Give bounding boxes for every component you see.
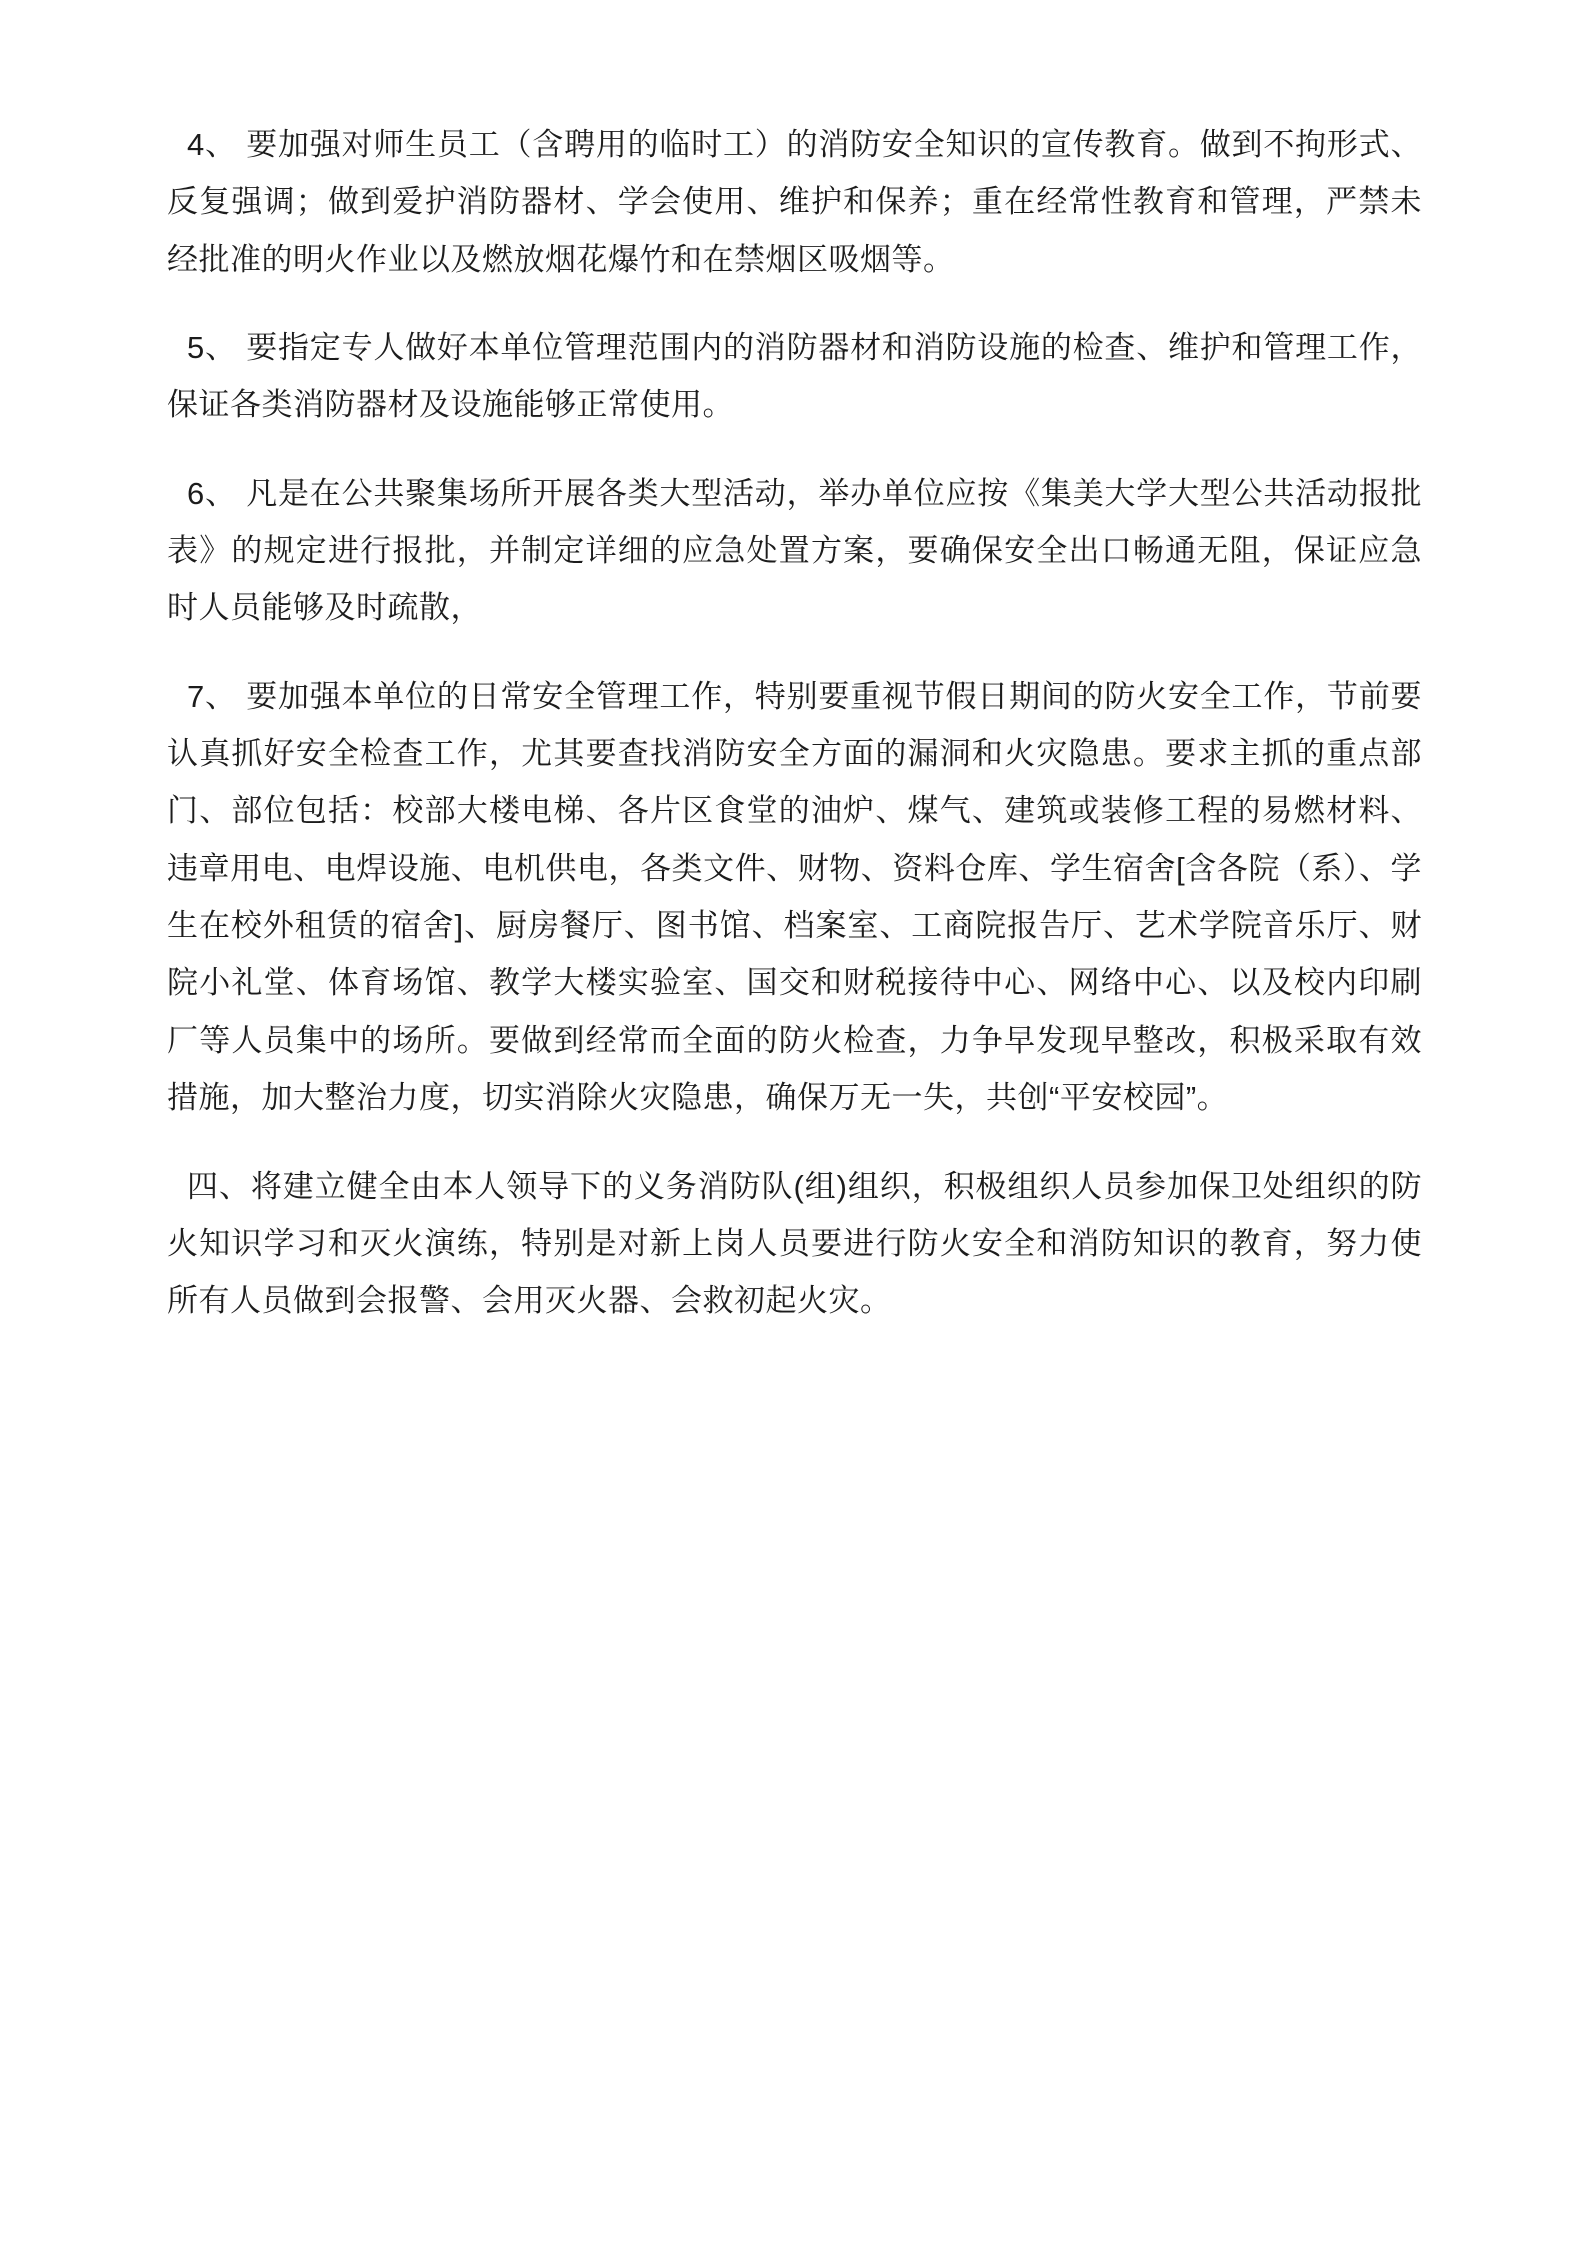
paragraph-item-6: 6、 凡是在公共聚集场所开展各类大型活动，举办单位应按《集美大学大型公共活动报批表》的规定进行报批，并制定详细的应急处置方案，要确保安全出口畅通无阻，保证应急时人员能够及时疏散， — [167, 475, 1422, 626]
document-body — [167, 116, 1422, 1330]
paragraph-item-4: 4、 要加强对师生员工（含聘用的临时工）的消防安全知识的宣传教育。做到不拘形式、反复强调；做到爱护消防器材、学会使用、维护和保养；重在经常性教育和管理，严禁未经批准的明火作业以及燃放烟花爆竹和在禁烟区吸烟等。 — [167, 127, 1422, 277]
paragraph-item-si: 四、将建立健全由本人领导下的义务消防队(组)组织，积极组织人员参加保卫处组织的防火知识学习和灭火演练，特别是对新上岗人员要进行防火安全和消防知识的教育，努力使所有人员做到会报警、会用灭火器、会救初起火灾。 — [167, 1168, 1422, 1319]
paragraph-item-5: 5、 要指定专人做好本单位管理范围内的消防器材和消防设施的检查、维护和管理工作，保证各类消防器材及设施能够正常使用。 — [167, 330, 1422, 423]
paragraph-item-7: 7、 要加强本单位的日常安全管理工作，特别要重视节假日期间的防火安全工作，节前要认真抓好安全检查工作，尤其要查找消防安全方面的漏洞和火灾隐患。要求主抓的重点部门、部位包括：校部大楼电梯、各片区食堂的油炉、煤气、建筑或装修工程的易燃材料、违章用电、电焊设施、电机供电，各类文件、财物、资料仓库、学生宿舍[含各院（系）、学生在校外租赁的宿舍]、厨房餐厅、图书馆、档案室、工商院报告厅、艺术学院音乐厅、财院小礼堂、体育场馆、教学大楼实验室、国交和财税接待中心、网络中心、以及校内印刷厂等人员集中的场所。要做到经常而全面的防火检查，力争早发现早整改，积极采取有效措施，加大整治力度，切实消除火灾隐患，确保万无一失，共创“平安校园”。 — [167, 678, 1422, 1116]
